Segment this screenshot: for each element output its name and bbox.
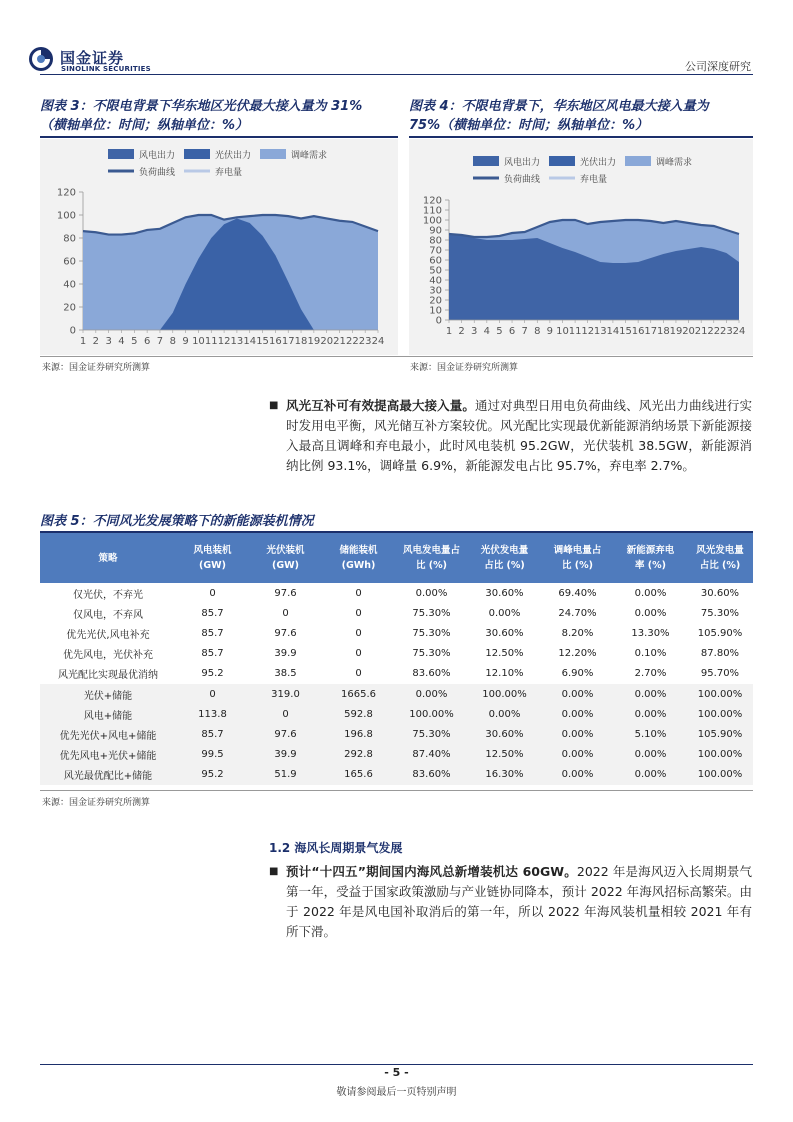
y-tick-label: 100 — [56, 210, 76, 222]
table-cell: 100.00% — [687, 684, 753, 704]
table-cell: 95.2 — [201, 668, 224, 680]
table-cell-strategy: 优先光伏,风电补充 — [66, 629, 150, 641]
table-row — [40, 704, 753, 724]
legend-label: 调峰需求 — [291, 151, 328, 161]
table-cell: 2.70% — [634, 668, 667, 680]
bullet-square-icon: ■ — [269, 866, 279, 877]
x-tick-label: 16 — [631, 326, 645, 337]
x-tick-label: 17 — [644, 326, 658, 337]
table-cell: 0.00% — [614, 704, 687, 724]
table-cell-strategy: 仅光伏，不弃光 — [73, 589, 143, 601]
table-cell: 99.5 — [176, 745, 249, 765]
y-tick-label: 120 — [56, 187, 76, 199]
fig5-table-wrap — [40, 533, 753, 785]
legend-swatch — [184, 149, 210, 159]
brand-logo-icon — [28, 46, 54, 72]
table-cell: 0 — [355, 668, 362, 680]
table-row — [40, 765, 753, 785]
fig3-chart — [40, 139, 398, 355]
x-tick-label: 14 — [243, 336, 257, 347]
table-cell: 100.00% — [395, 704, 468, 724]
table-cell: 85.7 — [201, 648, 224, 660]
table-cell: 0.00% — [488, 607, 521, 619]
x-tick-label: 3 — [105, 336, 112, 347]
table-cell: 51.9 — [249, 765, 322, 785]
table-cell: 12.50% — [485, 648, 524, 660]
y-tick-label: 0 — [435, 315, 442, 327]
x-tick-label: 11 — [204, 336, 218, 347]
table-cell: 0 — [355, 627, 362, 639]
table-cell: 85.7 — [201, 627, 224, 639]
table-cell: 83.60% — [412, 668, 451, 680]
table-cell: 0.00% — [468, 704, 541, 724]
table-cell: 100.00% — [687, 704, 753, 724]
x-tick-label: 24 — [371, 336, 385, 347]
table-cell: 85.7 — [201, 607, 224, 619]
table-cell: 12.10% — [485, 668, 524, 680]
table-row — [40, 745, 753, 765]
table-cell: 0.00% — [541, 724, 614, 744]
table-cell: 1665.6 — [322, 684, 395, 704]
fig4-source: 来源：国金证券研究所测算 — [410, 363, 519, 373]
table-cell: 12.50% — [468, 745, 541, 765]
table-cell: 0.00% — [415, 587, 448, 599]
col-strategy: 策略 — [40, 533, 176, 583]
paragraph-lead: 风光互补可有效提高最大接入量。 — [286, 398, 475, 413]
fig4-title — [409, 97, 753, 135]
table-cell: 0.00% — [541, 684, 614, 704]
table-cell: 100.00% — [468, 684, 541, 704]
col-wind-capacity: 风电装机 (GW) — [176, 533, 249, 583]
table-cell: 75.30% — [412, 607, 451, 619]
y-tick-label: 120 — [422, 195, 442, 207]
table-cell: 87.80% — [700, 648, 740, 660]
table-cell: 0 — [355, 587, 362, 599]
y-tick-label: 30 — [429, 285, 442, 297]
col-curtail-rate: 新能源弃电 率 (%) — [614, 533, 687, 583]
x-tick-label: 6 — [143, 336, 151, 347]
x-tick-label: 7 — [156, 336, 164, 347]
x-tick-label: 17 — [281, 336, 295, 347]
table-cell: 165.6 — [322, 765, 395, 785]
source-rule-2 — [40, 790, 753, 791]
fig3-title-rule — [40, 136, 398, 138]
table-row — [40, 603, 753, 623]
brand-name-en: SINOLINK SECURITIES — [61, 65, 151, 73]
table-cell: 0.00% — [614, 765, 687, 785]
table-cell: 0 — [282, 607, 289, 619]
table-cell-strategy: 风光最优配比+储能 — [40, 765, 176, 785]
x-tick-label: 1 — [79, 336, 87, 347]
brand-name-cn: 国金证券 — [60, 49, 125, 67]
table-cell: 30.60% — [468, 724, 541, 744]
legend-label: 调峰需求 — [656, 158, 693, 168]
legend-label: 光伏出力 — [215, 151, 252, 161]
legend-label: 光伏出力 — [580, 158, 617, 168]
paragraph-body: 2022 年是海风迈入长周期景气第一年，受益于国家政策激励与产业链协同降本，预计 2022 年海风招标高繁荣。由于 2022 年是风电国补取消后的第一年，所以 2022 年海风装机量相较 2021 年有所下滑。 — [286, 864, 752, 939]
table-cell-strategy: 优先风电+光伏+储能 — [40, 745, 176, 765]
table-cell: 0 — [355, 607, 362, 619]
y-tick-label: 0 — [69, 325, 76, 337]
y-tick-label: 90 — [429, 225, 442, 237]
table-cell-strategy: 风光配比实现最优消纳 — [58, 670, 158, 682]
table-row — [40, 724, 753, 744]
legend-swatch — [549, 156, 575, 166]
page-number: - 5 - — [384, 1066, 409, 1079]
x-tick-label: 11 — [568, 326, 582, 337]
x-tick-label: 23 — [358, 336, 372, 347]
col-renewable-share: 风光发电量 占比 (%) — [687, 533, 753, 583]
table-cell: 100.00% — [687, 745, 753, 765]
table-row — [40, 583, 753, 603]
table-cell: 100.00% — [687, 765, 753, 785]
table-cell-strategy: 光伏+储能 — [40, 684, 176, 704]
x-tick-label: 4 — [483, 326, 491, 337]
paragraph-offshore-wind — [286, 862, 752, 942]
col-wind-share: 风电发电量占 比 (%) — [395, 533, 468, 583]
table-cell-strategy: 优先光伏+风电+储能 — [40, 724, 176, 744]
table-cell: 8.20% — [561, 627, 594, 639]
table-cell: 24.70% — [558, 607, 597, 619]
table-cell: 0.10% — [634, 648, 667, 660]
table-cell: 0 — [209, 587, 216, 599]
table-cell-strategy: 风电+储能 — [40, 704, 176, 724]
x-tick-label: 24 — [732, 326, 746, 337]
table-cell: 30.60% — [700, 587, 740, 599]
y-tick-label: 110 — [422, 205, 442, 217]
table-cell: 13.30% — [631, 627, 670, 639]
x-tick-label: 9 — [182, 336, 189, 347]
fig3-title-line1: 图表 3：不限电背景下华东地区光伏最大接入量为 31% — [40, 99, 363, 114]
fig4-title-rule — [409, 136, 753, 138]
table-cell: 39.9 — [274, 648, 297, 660]
table-cell: 196.8 — [322, 724, 395, 744]
bullet-square-icon: ■ — [269, 400, 279, 411]
x-tick-label: 10 — [192, 336, 205, 347]
col-peak-share: 调峰电量占 比 (%) — [541, 533, 614, 583]
legend-label: 弃电量 — [580, 175, 608, 185]
x-tick-label: 15 — [619, 326, 632, 337]
x-tick-label: 2 — [92, 336, 100, 347]
legend-label: 负荷曲线 — [504, 175, 541, 185]
x-tick-label: 2 — [458, 326, 465, 337]
x-tick-label: 8 — [534, 326, 541, 337]
table-row — [40, 644, 753, 664]
table-cell-strategy: 优先风电，光伏补充 — [63, 650, 153, 662]
table-cell: 16.30% — [468, 765, 541, 785]
table-cell: 12.20% — [558, 648, 597, 660]
section-title: 1.2 海风长周期景气发展 — [269, 841, 403, 855]
x-tick-label: 22 — [707, 326, 721, 337]
table-cell: 95.2 — [176, 765, 249, 785]
source-rule-1 — [40, 356, 753, 357]
col-storage-capacity: 储能装机 (GWh) — [322, 533, 395, 583]
y-tick-label: 40 — [63, 279, 76, 291]
table-cell: 319.0 — [249, 684, 322, 704]
table-cell: 0.00% — [634, 587, 667, 599]
table-cell: 75.30% — [412, 627, 451, 639]
table-cell: 0 — [176, 684, 249, 704]
fig3-chart-area — [40, 139, 398, 355]
y-tick-label: 70 — [429, 245, 442, 257]
y-tick-label: 40 — [429, 275, 442, 287]
y-tick-label: 20 — [429, 295, 442, 307]
y-tick-label: 80 — [429, 235, 442, 247]
table-cell: 113.8 — [176, 704, 249, 724]
x-tick-label: 20 — [682, 326, 695, 337]
table-cell: 75.30% — [395, 724, 468, 744]
fig3-title-line2: （横轴单位：时间；纵轴单位：%） — [40, 118, 249, 133]
x-tick-label: 18 — [656, 326, 670, 337]
table-cell: 5.10% — [614, 724, 687, 744]
table-cell: 0.00% — [614, 745, 687, 765]
legend-label: 风电出力 — [504, 158, 541, 168]
y-tick-label: 60 — [429, 255, 442, 267]
x-tick-label: 20 — [320, 336, 334, 347]
x-tick-label: 7 — [521, 326, 528, 337]
x-tick-label: 12 — [217, 336, 231, 347]
y-tick-label: 50 — [429, 265, 442, 277]
fig3-source: 来源：国金证券研究所测算 — [42, 363, 151, 373]
footer-divider — [40, 1064, 753, 1065]
fig5-title: 图表 5：不同风光发展策略下的新能源装机情况 — [40, 514, 314, 529]
fig4-chart — [409, 139, 753, 355]
x-tick-label: 16 — [269, 336, 282, 347]
table-cell: 87.40% — [395, 745, 468, 765]
y-tick-label: 10 — [429, 305, 442, 317]
x-tick-label: 1 — [445, 326, 453, 337]
x-tick-label: 19 — [669, 326, 683, 337]
table-cell: 0.00% — [395, 684, 468, 704]
fig3-title — [40, 97, 398, 135]
x-tick-label: 19 — [307, 336, 321, 347]
x-tick-label: 18 — [294, 336, 308, 347]
x-tick-label: 15 — [256, 336, 269, 347]
fig4-chart-area — [409, 139, 753, 355]
table-row — [40, 684, 753, 704]
y-tick-label: 60 — [63, 256, 76, 268]
x-tick-label: 3 — [471, 326, 478, 337]
table-cell: 6.90% — [561, 668, 594, 680]
table-cell: 30.60% — [485, 587, 524, 599]
footer-disclaimer: 敬请参阅最后一页特别声明 — [336, 1087, 457, 1098]
x-tick-label: 9 — [546, 326, 554, 337]
table-cell: 592.8 — [322, 704, 395, 724]
table-cell: 292.8 — [322, 745, 395, 765]
table-cell: 97.6 — [249, 724, 322, 744]
x-tick-label: 10 — [556, 326, 569, 337]
table-cell: 39.9 — [249, 745, 322, 765]
legend-label: 弃电量 — [215, 168, 243, 178]
x-tick-label: 12 — [581, 326, 595, 337]
table-cell: 75.30% — [412, 648, 451, 660]
legend-label: 负荷曲线 — [139, 168, 176, 178]
table-cell: 69.40% — [558, 587, 597, 599]
table-cell: 0.00% — [614, 684, 687, 704]
table-row — [40, 664, 753, 684]
y-tick-label: 20 — [63, 302, 76, 314]
legend-swatch — [625, 156, 651, 166]
report-type: 公司深度研究 — [685, 60, 751, 73]
table-row — [40, 623, 753, 643]
table-cell: 0.00% — [541, 704, 614, 724]
fig4-title-line1: 图表 4：不限电背景下，华东地区风电最大接入量为 — [409, 99, 709, 114]
table-cell: 83.60% — [395, 765, 468, 785]
table-cell: 38.5 — [274, 668, 297, 680]
legend-label: 风电出力 — [139, 151, 176, 161]
col-solar-share: 光伏发电量 占比 (%) — [468, 533, 541, 583]
x-tick-label: 4 — [118, 336, 125, 347]
fig5-source: 来源：国金证券研究所测算 — [42, 798, 151, 808]
table-cell: 0.00% — [541, 745, 614, 765]
x-tick-label: 21 — [694, 326, 708, 337]
table-cell: 30.60% — [485, 627, 524, 639]
table-cell: 97.6 — [274, 627, 297, 639]
table-cell: 97.6 — [274, 587, 297, 599]
paragraph-lead: 预计“十四五”期间国内海风总新增装机达 60GW。 — [286, 864, 577, 879]
x-tick-label: 8 — [169, 336, 176, 347]
header-divider — [40, 74, 753, 75]
table-header-row — [40, 533, 753, 583]
col-solar-capacity: 光伏装机 (GW) — [249, 533, 322, 583]
x-tick-label: 6 — [508, 326, 516, 337]
x-tick-label: 14 — [606, 326, 620, 337]
table-cell: 0.00% — [541, 765, 614, 785]
x-tick-label: 22 — [345, 336, 359, 347]
paragraph-wind-solar — [286, 396, 752, 476]
paragraph-body: 通过对典型日用电负荷曲线、风光出力曲线进行实时发用电平衡，风光储互补方案较优。风光配比实现最优新能源消纳场景下新能源接入最高且调峰和弃电最小，此时风电装机 95.2GW，光伏装机 38.5GW，新能源消纳比例 93.1%，调峰量 6.9%，新能源发电占比 95.7%，弃电率 2.7%。 — [286, 398, 752, 473]
table-cell: 105.90% — [687, 724, 753, 744]
table-cell: 0.00% — [634, 607, 667, 619]
table-cell: 95.70% — [700, 668, 740, 680]
table-cell: 105.90% — [697, 627, 743, 639]
x-tick-label: 5 — [496, 326, 503, 337]
x-tick-label: 21 — [333, 336, 346, 347]
legend-swatch — [108, 149, 134, 159]
fig4-title-line2: 75%（横轴单位：时间；纵轴单位：%） — [409, 118, 649, 133]
y-tick-label: 100 — [422, 215, 442, 227]
legend-swatch — [473, 156, 499, 166]
table-cell: 0 — [355, 648, 362, 660]
y-tick-label: 80 — [63, 233, 76, 245]
table-cell-strategy: 仅风电，不弃风 — [73, 609, 143, 621]
table-cell: 0 — [249, 704, 322, 724]
legend-swatch — [260, 149, 286, 159]
fig5-table — [40, 533, 753, 785]
table-cell: 85.7 — [176, 724, 249, 744]
x-tick-label: 23 — [720, 326, 733, 337]
x-tick-label: 5 — [131, 336, 138, 347]
x-tick-label: 13 — [593, 326, 607, 337]
x-tick-label: 13 — [230, 336, 244, 347]
table-cell: 75.30% — [700, 607, 740, 619]
